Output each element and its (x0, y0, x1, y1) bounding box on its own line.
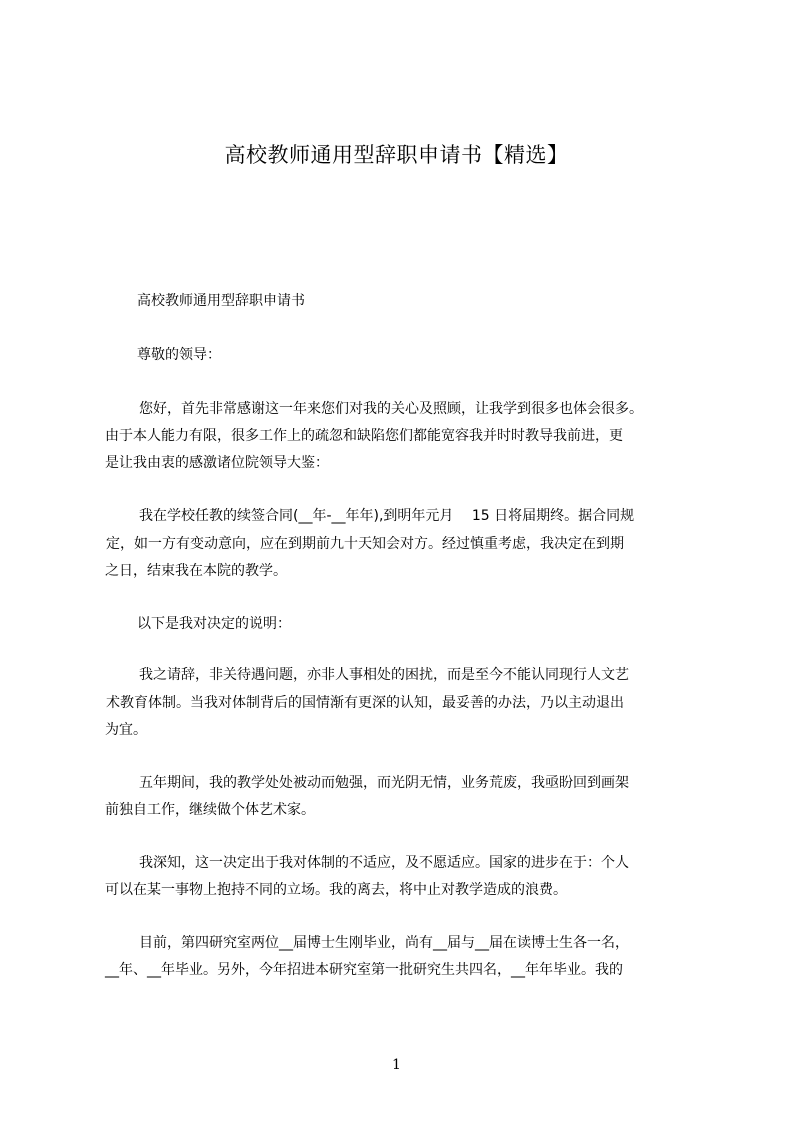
text-line: 我在学校任教的续签合同(__年-__年年),到明年元月 15 日将届期终。据合同规 (139, 508, 635, 524)
text-line: 五年期间，我的教学处处被动而勉强，而光阴无情，业务荒废，我亟盼回到画架 (139, 775, 629, 791)
text-line: 定，如一方有变动意向，应在到期前九十天知会对方。经过慎重考虑，我决定在到期 (106, 536, 624, 552)
text-line: 我深知，这一决定出于我对体制的不适应，及不愿适应。国家的进步在于：个人 (139, 855, 629, 871)
text-line: 您好，首先非常感谢这一年来您们对我的关心及照顾，让我学到很多也体会很多。 (139, 401, 643, 417)
text-line: 由于本人能力有限，很多工作上的疏忽和缺陷您们都能宽容我并时时教导我前进，更 (105, 428, 623, 444)
text-line: 高校教师通用型辞职申请书 (137, 293, 305, 309)
text-line: 为宜。 (105, 722, 147, 738)
document-title: 高校教师通用型辞职申请书【精选】 (224, 143, 569, 167)
text-line: 前独自工作，继续做个体艺术家。 (105, 802, 315, 818)
text-line: __年、__年毕业。另外，今年招进本研究室第一批研究生共四名，__年年毕业。我的 (105, 962, 623, 978)
text-line: 可以在某一事物上抱持不同的立场。我的离去，将中止对教学造成的浪费。 (105, 882, 567, 898)
text-line: 是让我由衷的感激诸位院领导大鉴： (105, 455, 329, 471)
page-number: 1 (392, 1057, 401, 1073)
text-line: 术教育体制。当我对体制背后的国情渐有更深的认知，最妥善的办法，乃以主动退出 (106, 695, 624, 711)
text-line: 尊敬的领导： (137, 347, 221, 363)
text-line: 之日，结束我在本院的教学。 (105, 563, 287, 579)
text-line: 目前，第四研究室两位__届博士生刚毕业，尚有__届与__届在读博士生各一名， (139, 935, 629, 951)
text-line: 我之请辞，非关待遇问题，亦非人事相处的困扰，而是至今不能认同现行人文艺 (139, 667, 629, 683)
text-line: 以下是我对决定的说明： (137, 616, 291, 632)
